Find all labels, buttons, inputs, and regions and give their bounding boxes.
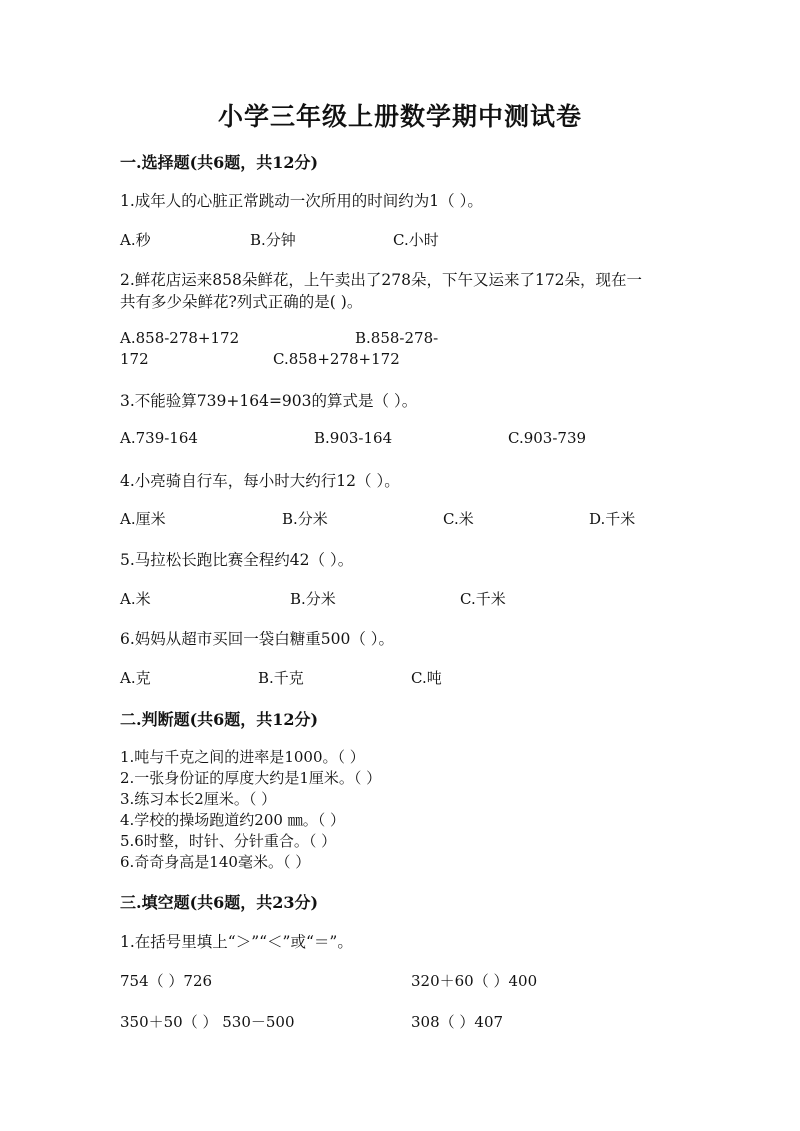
question-4-option-b: B.分米 [282,510,328,528]
question-4-option-d: D.千米 [589,510,636,528]
question-3-option-a: A.739-164 [120,429,198,447]
tf-item-1: 1.吨与千克之间的进率是1000。（ ） [120,748,365,766]
section-heading-choice: 一.选择题(共6题，共12分) [120,153,319,172]
question-4-option-a: A.厘米 [120,510,166,528]
page-title: 小学三年级上册数学期中测试卷 [217,102,582,131]
section-heading-fill-blank: 三.填空题(共6题，共23分) [120,893,319,912]
question-2-option-c: C.858+278+172 [273,350,400,368]
question-6: 6.妈妈从超市买回一袋白糖重500（ ）。 [120,630,395,648]
question-5: 5.马拉松长跑比赛全程约42（ ）。 [120,551,354,569]
compare-item-3: 350＋50（ ） 530－500 [120,1013,295,1031]
question-2-option-a: A.858-278+172 [120,329,240,347]
question-2-line-2: 共有多少朵鲜花?列式正确的是( )。 [120,293,363,311]
question-5-option-a: A.米 [120,590,151,608]
tf-item-3: 3.练习本长2厘米。（ ） [120,790,277,808]
question-4-option-c: C.米 [443,510,474,528]
question-1-option-a: A.秒 [120,231,151,249]
question-3-option-c: C.903-739 [508,429,587,447]
compare-item-2: 320＋60（ ）400 [411,972,538,990]
question-3: 3.不能验算739+164=903的算式是（ ）。 [120,392,418,410]
section-heading-true-false: 二.判断题(共6题，共12分) [120,710,319,729]
fill-question-1: 1.在括号里填上“＞”“＜”或“＝”。 [120,933,353,951]
tf-item-2: 2.一张身份证的厚度大约是1厘米。（ ） [120,769,382,787]
question-4: 4.小亮骑自行车，每小时大约行12（ ）。 [120,472,400,490]
compare-item-4: 308（ ）407 [411,1013,504,1031]
question-6-option-c: C.吨 [411,669,442,687]
question-2-option-b-cont: 172 [120,350,149,368]
question-2-option-b: B.858-278- [355,329,439,347]
question-6-option-b: B.千克 [258,669,304,687]
question-3-option-b: B.903-164 [314,429,393,447]
tf-item-4: 4.学校的操场跑道约200 ㎜。（ ） [120,811,345,829]
question-5-option-c: C.千米 [460,590,506,608]
tf-item-6: 6.奇奇身高是140毫米。（ ） [120,853,311,871]
question-1: 1.成年人的心脏正常跳动一次所用的时间约为1（ ）。 [120,192,483,210]
question-1-option-b: B.分钟 [250,231,296,249]
compare-item-1: 754（ ）726 [120,972,213,990]
tf-item-5: 5.6时整，时针、分针重合。（ ） [120,832,337,850]
question-1-option-c: C.小时 [393,231,439,249]
question-2-line-1: 2.鲜花店运来858朵鲜花，上午卖出了278朵，下午又运来了172朵，现在一 [120,271,643,289]
question-6-option-a: A.克 [120,669,151,687]
question-5-option-b: B.分米 [290,590,336,608]
